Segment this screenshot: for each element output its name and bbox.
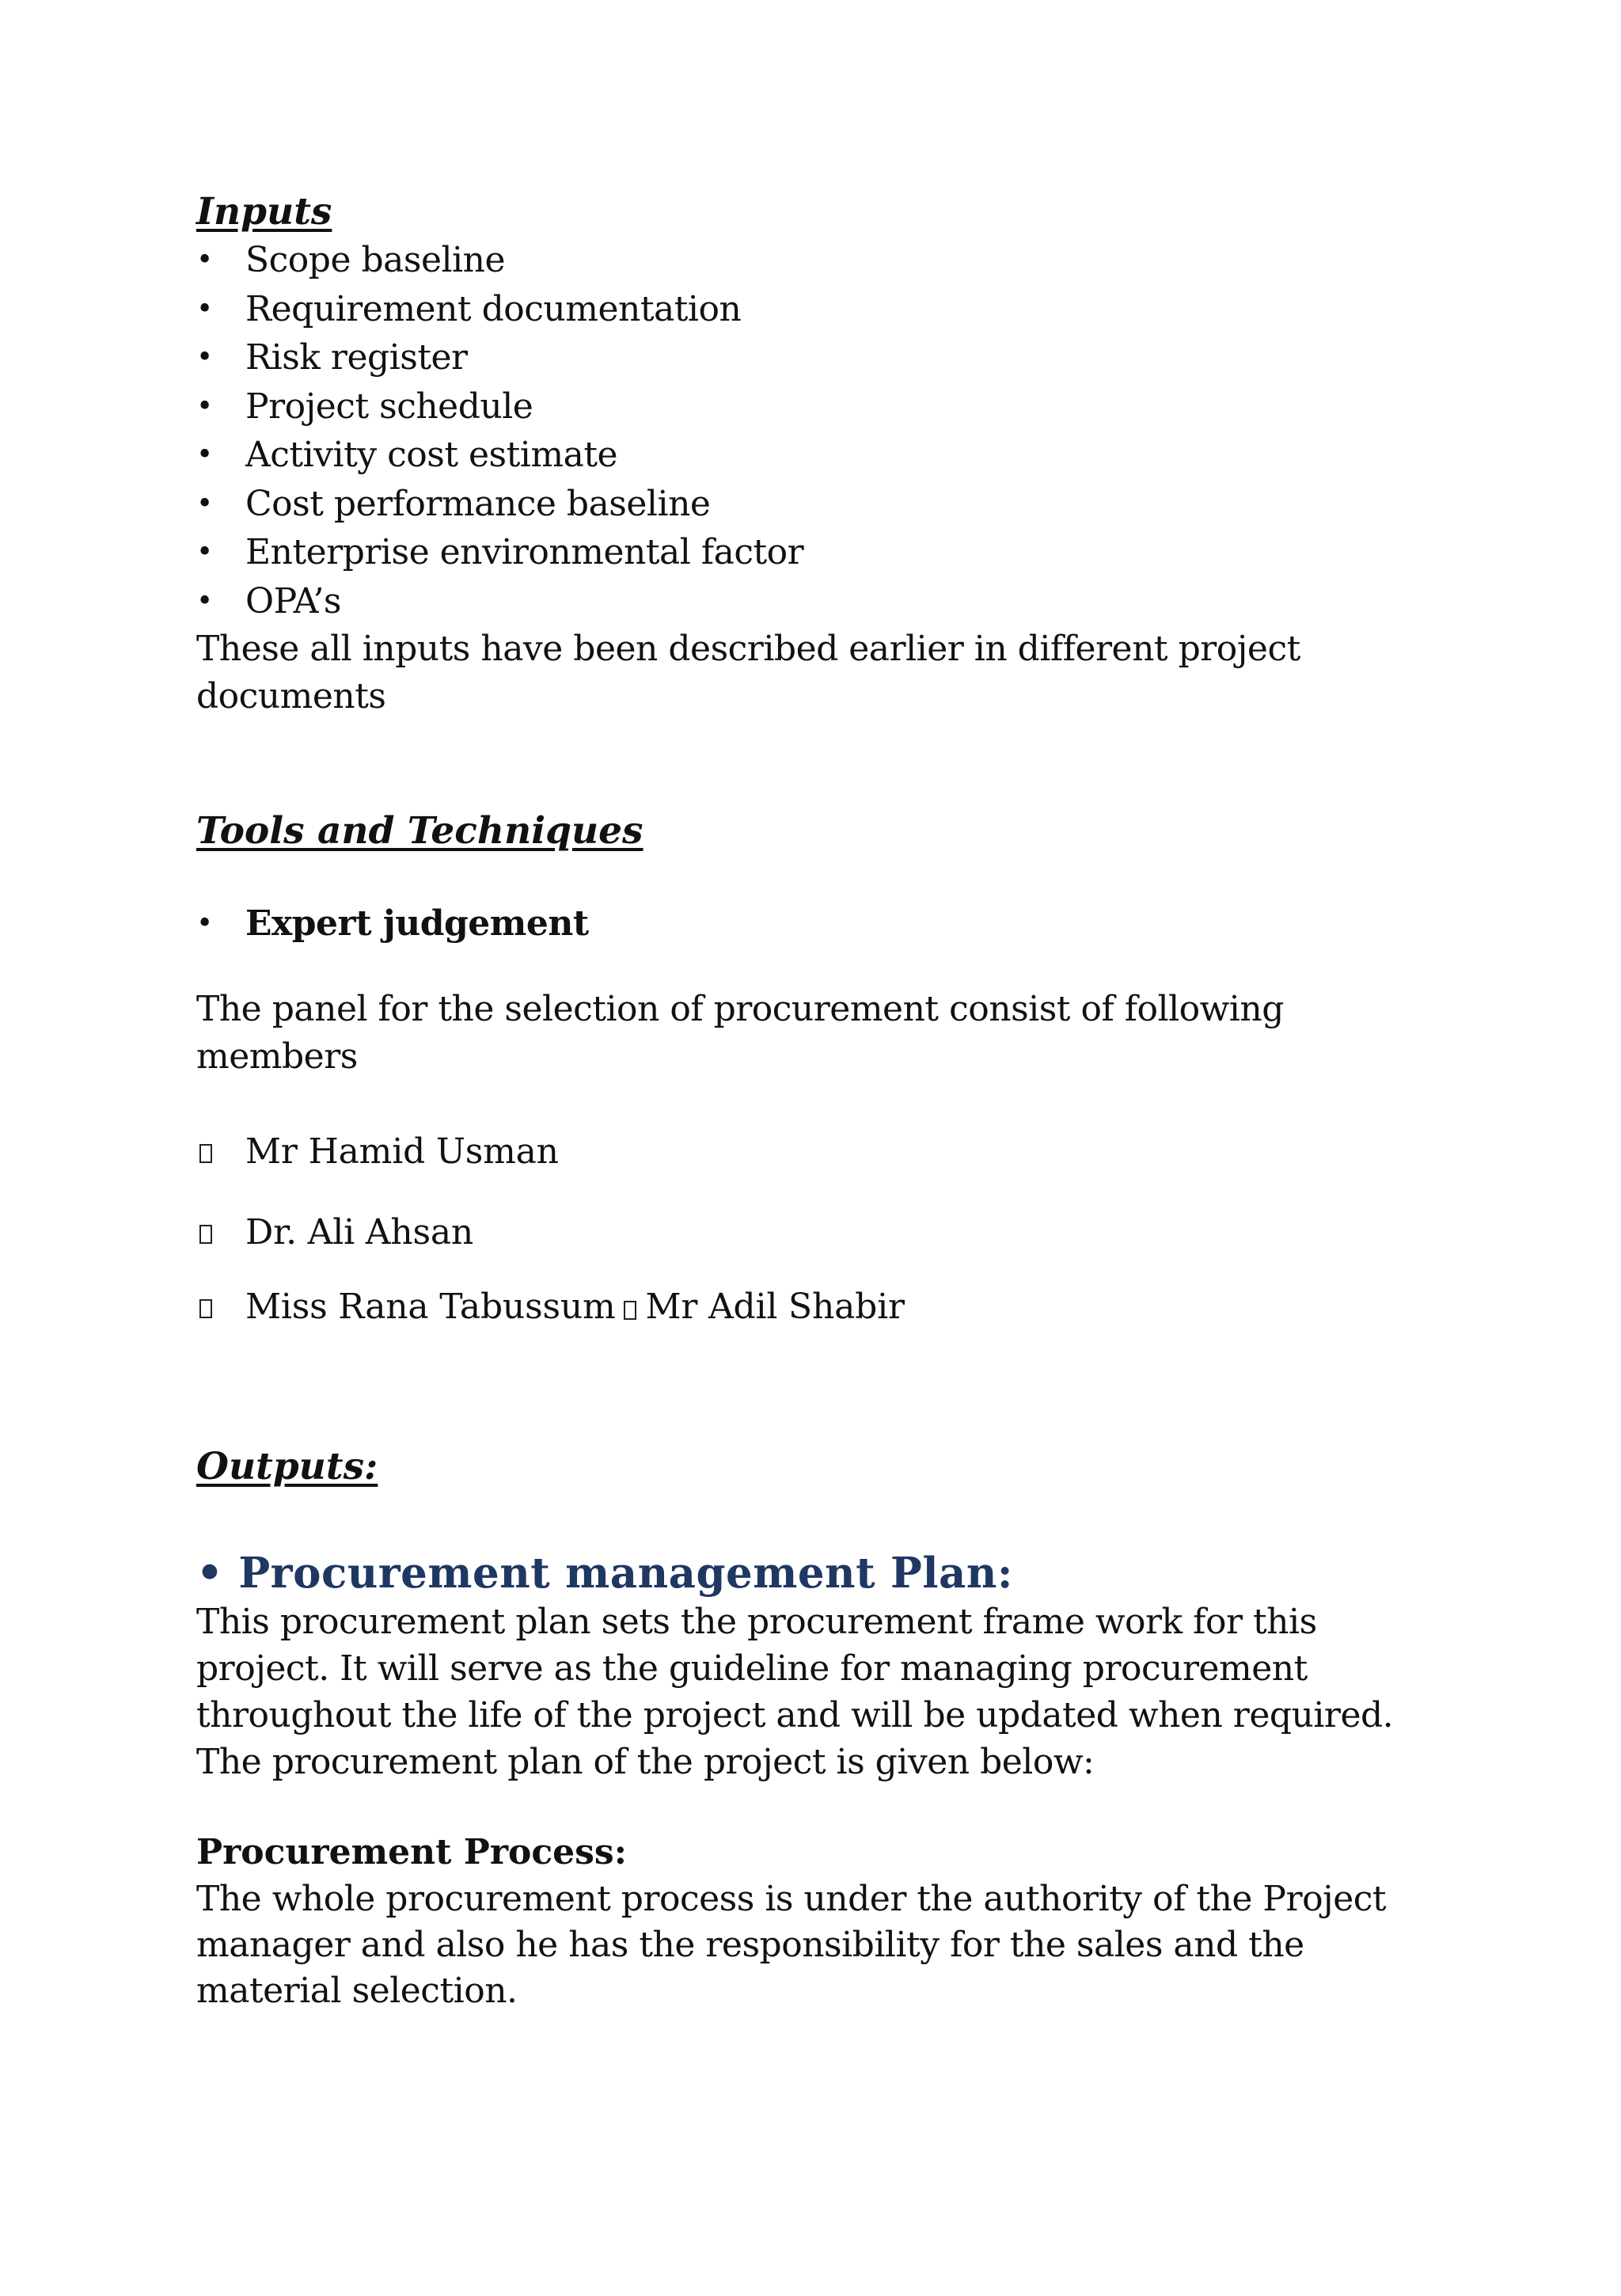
panel-text: The panel for the selection of procurement consist of following members	[196, 988, 1284, 1077]
bullet-icon: •	[196, 487, 213, 520]
list-item: • Project schedule	[196, 382, 1431, 431]
box-icon	[199, 1144, 212, 1163]
document-page	[196, 188, 1431, 2014]
tools-heading: Tools and Techniques	[196, 809, 643, 853]
list-item	[196, 899, 1431, 948]
inputs-note: These all inputs have been described earlier in different project documents	[196, 629, 1300, 717]
list-item: • Cost performance baseline	[196, 480, 1431, 529]
list-item: • Requirement documentation	[196, 285, 1431, 334]
bullet-icon: •	[196, 584, 213, 618]
outputs-heading: Outputs:	[196, 1444, 378, 1488]
inputs-list	[196, 236, 1431, 625]
list-item: Miss Rana Tabussum Mr Adil Shabir	[196, 1283, 1431, 1331]
bullet-icon: •	[196, 292, 213, 325]
members-list	[196, 1128, 1431, 1331]
box-icon	[199, 1299, 212, 1318]
list-item: • Scope baseline	[196, 236, 1431, 285]
inputs-heading: Inputs	[196, 190, 332, 234]
expert-judgement-label: Expert judgement	[245, 903, 589, 944]
box-icon	[199, 1225, 212, 1244]
box-icon	[624, 1301, 636, 1320]
procurement-plan-heading: • Procurement management Plan:	[196, 1548, 1013, 1598]
procurement-plan-text: This procurement plan sets the procurement frame work for this project. It will serve as the guideline for managing procurement throughout the life of the project and will be updated when required.	[196, 1601, 1394, 1735]
bullet-icon: •	[196, 341, 213, 374]
bullet-icon: •	[196, 907, 213, 940]
procurement-process-heading: Procurement Process:	[196, 1831, 627, 1872]
list-item: Dr. Ali Ahsan	[196, 1209, 1431, 1256]
bullet-icon: •	[196, 390, 213, 423]
procurement-process-text: The whole procurement process is under the authority of the Project manager and also he has the responsibility for the sales and the material selection.	[196, 1878, 1387, 2011]
bullet-icon: •	[196, 244, 213, 276]
bullet-icon: •	[196, 536, 213, 568]
list-item: Mr Hamid Usman	[196, 1128, 1431, 1176]
procurement-plan-below: The procurement plan of the project is given below:	[196, 1741, 1095, 1782]
list-item: • Enterprise environmental factor	[196, 528, 1431, 577]
list-item: • Activity cost estimate	[196, 431, 1431, 480]
bullet-icon: •	[196, 439, 213, 471]
list-item: • Risk register	[196, 333, 1431, 382]
tools-list	[196, 899, 1431, 948]
list-item: • OPA’s	[196, 577, 1431, 626]
